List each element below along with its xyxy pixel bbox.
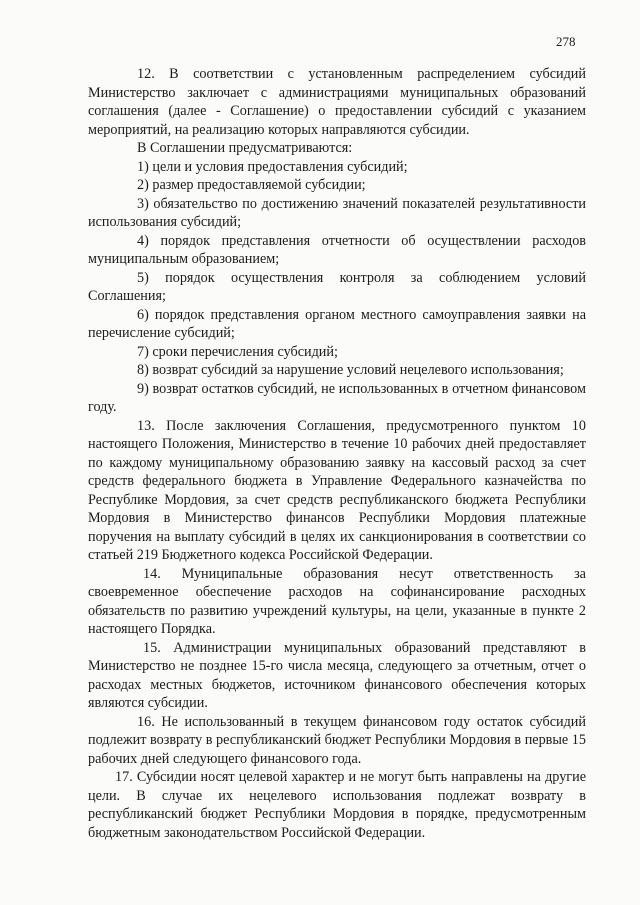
list-item-1: 1) цели и условия предоставления субсидий; xyxy=(137,158,408,175)
list-item-6: 6) порядок представления органом местного самоуправления заявки на перечисление субсидий; xyxy=(88,306,586,341)
document-body xyxy=(88,65,586,842)
list-item-5: 5) порядок осуществления контроля за соблюдением условий Соглашения; xyxy=(88,269,586,304)
list-item-9: 9) возврат остатков субсидий, не использованных в отчетном финансовом году. xyxy=(88,380,586,415)
paragraph-17: 17. Субсидии носят целевой характер и не могут быть направлены на другие цели. В случае их нецелевого использования подлежат возврату в республиканский бюджет Республики Мордовия в порядке, предусмотренным бюджетным законодательством Российской Федерации. xyxy=(88,769,586,841)
paragraph-16: 16. Не использованный в текущем финансовом году остаток субсидий подлежит возврату в республиканский бюджет Республики Мордовия в первые 15 рабочих дней следующего финансового года. xyxy=(88,713,586,767)
paragraph-12: 12. В соответствии с установленным распределением субсидий Министерство заключает с администрациями муниципальных образований соглашения (далее - Соглашение) о предоставлении субсидий с указанием мероприятий, на реализацию которых направляются субсидии. xyxy=(88,66,586,138)
page-number: 278 xyxy=(556,34,576,49)
list-item-3: 3) обязательство по достижению значений показателей результативности использования субсидий; xyxy=(88,195,586,230)
list-item-7: 7) сроки перечисления субсидий; xyxy=(137,343,338,360)
list-item-2: 2) размер предоставляемой субсидии; xyxy=(137,177,366,193)
paragraph-agreement-intro: В Соглашении предусматриваются: xyxy=(137,140,353,156)
paragraph-14: 14. Муниципальные образования несут ответственность за своевременное обеспечение расходов на софинансирование расходных обязательств по развитию учреждений культуры, на цели, указанные в пункте 2 настоящего Порядка. xyxy=(88,565,586,637)
paragraph-13: 13. После заключения Соглашения, предусмотренного пунктом 10 настоящего Положения, Министерство в течение 10 рабочих дней предоставляет по каждому муниципальному образованию заявку на кассовый расход за счет средств федерального бюджета в Управление Федерального казначейства по Республике Мордовия, за счет средств республиканского бюджета Республики Мордовия в Министерство финансов Республики Мордовия платежные поручения на выплату субсидий в целях их санкционирования в соответствии со статьей 219 Бюджетного кодекса Российской Федерации. xyxy=(88,417,586,563)
list-item-4: 4) порядок представления отчетности об осуществлении расходов муниципальным образованием; xyxy=(88,232,586,267)
paragraph-15: 15. Администрации муниципальных образований представляют в Министерство не позднее 15-го числа месяца, следующего за отчетным, отчет о расходах местных бюджетов, источником финансового обеспечения которых являются субсидии. xyxy=(88,639,586,711)
list-item-8: 8) возврат субсидий за нарушение условий нецелевого использования; xyxy=(137,362,564,378)
